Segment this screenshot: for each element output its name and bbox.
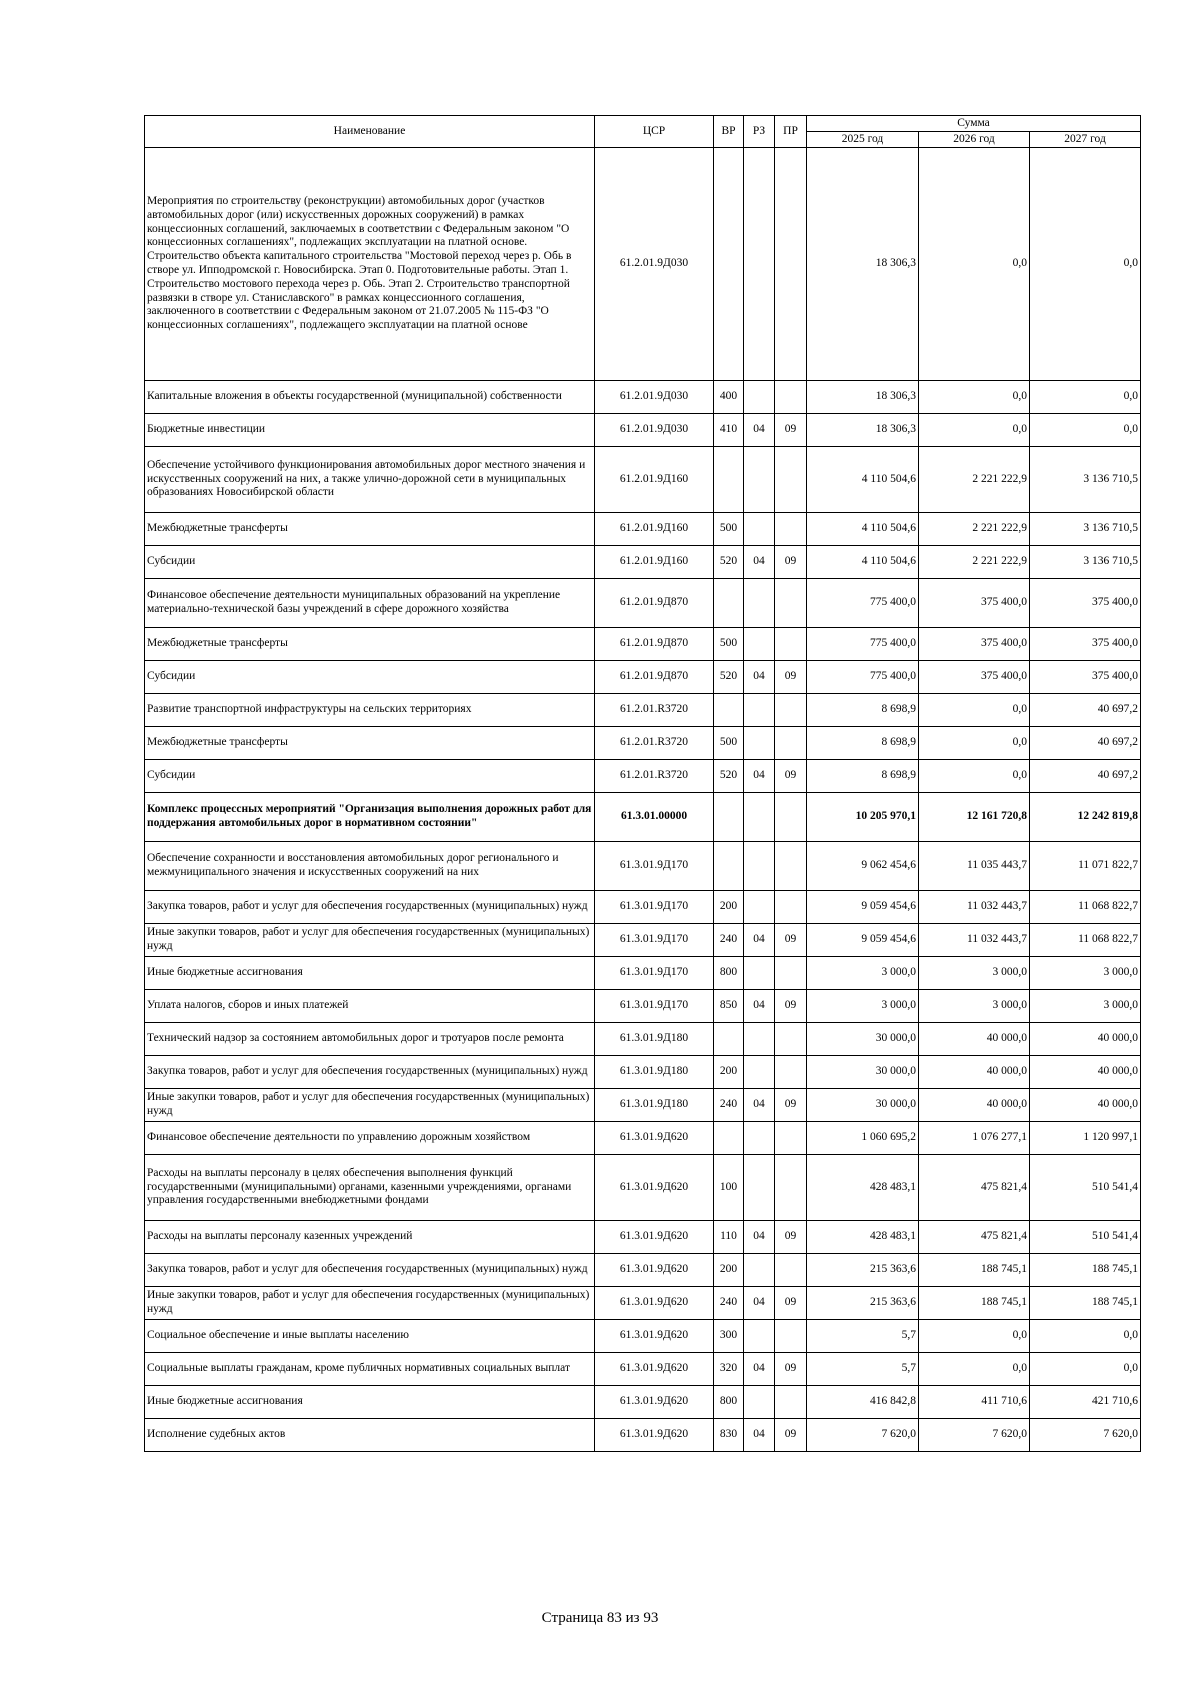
row-sum-2025: 4 110 504,6 (807, 513, 919, 546)
row-sum-2025: 10 205 970,1 (807, 793, 919, 842)
row-vr: 240 (714, 1287, 744, 1320)
row-sum-2027: 188 745,1 (1030, 1254, 1141, 1287)
row-csr: 61.3.01.9Д180 (595, 1056, 714, 1089)
row-vr: 500 (714, 628, 744, 661)
row-vr: 110 (714, 1221, 744, 1254)
row-sum-2027: 3 136 710,5 (1030, 513, 1141, 546)
row-name: Иные закупки товаров, работ и услуг для обеспечения государственных (муниципальных) нужд (145, 1089, 595, 1122)
row-pr: 09 (775, 1221, 807, 1254)
row-pr: 09 (775, 990, 807, 1023)
row-sum-2025: 215 363,6 (807, 1287, 919, 1320)
row-rz (744, 1386, 775, 1419)
row-sum-2027: 11 068 822,7 (1030, 891, 1141, 924)
row-sum-2027: 0,0 (1030, 381, 1141, 414)
row-sum-2026: 0,0 (919, 1353, 1030, 1386)
table-row (145, 1419, 1141, 1452)
row-pr (775, 447, 807, 513)
row-vr: 300 (714, 1320, 744, 1353)
row-csr: 61.3.01.9Д180 (595, 1023, 714, 1056)
row-pr (775, 1254, 807, 1287)
row-rz (744, 579, 775, 628)
row-rz (744, 381, 775, 414)
row-name: Развитие транспортной инфраструктуры на сельских территориях (145, 694, 595, 727)
row-csr: 61.2.01.9Д160 (595, 513, 714, 546)
row-name: Закупка товаров, работ и услуг для обеспечения государственных (муниципальных) нужд (145, 891, 595, 924)
row-pr: 09 (775, 1089, 807, 1122)
row-sum-2025: 775 400,0 (807, 661, 919, 694)
row-name: Обеспечение устойчивого функционирования автомобильных дорог местного значения и искусственных сооружений на них, а также улично-дорожной сети в муниципальных образованиях Новосибирской области (145, 447, 595, 513)
table-row (145, 1254, 1141, 1287)
table-row (145, 381, 1141, 414)
row-vr: 800 (714, 1386, 744, 1419)
row-rz (744, 957, 775, 990)
row-vr (714, 579, 744, 628)
row-sum-2025: 30 000,0 (807, 1023, 919, 1056)
header-year-2026: 2026 год (919, 132, 1030, 148)
table-row (145, 1353, 1141, 1386)
table-row (145, 957, 1141, 990)
row-pr: 09 (775, 661, 807, 694)
row-sum-2025: 416 842,8 (807, 1386, 919, 1419)
row-sum-2027: 40 000,0 (1030, 1056, 1141, 1089)
row-sum-2027: 510 541,4 (1030, 1221, 1141, 1254)
row-rz (744, 694, 775, 727)
table-row (145, 1155, 1141, 1221)
row-rz (744, 891, 775, 924)
row-csr: 61.2.01.R3720 (595, 727, 714, 760)
row-sum-2027: 3 136 710,5 (1030, 546, 1141, 579)
row-rz (744, 842, 775, 891)
row-name: Мероприятия по строительству (реконструкции) автомобильных дорог (участков автомобильных дорог (или) искусственных дорожных сооружений) в рамках концессионных соглашений, заключаемых в соответствии с Федеральным законом "О концессионных соглашениях", подлежащих эксплуатации на платной основе. Строительство объекта капитального строительства "Мостовой переход через р. Обь в створе ул. Ипподромской г. Новосибирска. Этап 0. Подготовительные работы. Этап 1. Строительство мостового перехода через р. Обь. Этап 2. Строительство транспортной развязки в створе ул. Станиславского" в рамках концессионного соглашения, заключенного в соответствии с Федеральным законом от 21.07.2005 № 115-ФЗ "О концессионных соглашениях", подлежащего эксплуатации на платной основе (145, 148, 595, 381)
row-vr: 800 (714, 957, 744, 990)
budget-table (144, 115, 1141, 1452)
header-name: Наименование (145, 116, 595, 148)
table-header (145, 116, 1141, 148)
row-csr: 61.2.01.9Д030 (595, 381, 714, 414)
row-name: Расходы на выплаты персоналу в целях обеспечения выполнения функций государственными (муниципальными) органами, казенными учреждениями, органами управления государственными внебюджетными фондами (145, 1155, 595, 1221)
row-rz: 04 (744, 661, 775, 694)
page-number: Страница 83 из 93 (541, 1610, 659, 1626)
row-vr (714, 447, 744, 513)
row-csr: 61.3.01.00000 (595, 793, 714, 842)
row-sum-2027: 188 745,1 (1030, 1287, 1141, 1320)
row-sum-2025: 215 363,6 (807, 1254, 919, 1287)
row-vr: 830 (714, 1419, 744, 1452)
row-name: Иные бюджетные ассигнования (145, 957, 595, 990)
row-name: Межбюджетные трансферты (145, 513, 595, 546)
row-sum-2027: 40 697,2 (1030, 760, 1141, 793)
table-row (145, 694, 1141, 727)
row-vr: 200 (714, 1254, 744, 1287)
row-name: Финансовое обеспечение деятельности муниципальных образований на укрепление материально-технической базы учреждений в сфере дорожного хозяйства (145, 579, 595, 628)
row-name: Межбюджетные трансферты (145, 727, 595, 760)
row-sum-2025: 775 400,0 (807, 628, 919, 661)
row-sum-2027: 7 620,0 (1030, 1419, 1141, 1452)
row-sum-2027: 12 242 819,8 (1030, 793, 1141, 842)
row-sum-2027: 375 400,0 (1030, 628, 1141, 661)
row-sum-2027: 40 000,0 (1030, 1089, 1141, 1122)
table-row (145, 727, 1141, 760)
row-name: Капитальные вложения в объекты государственной (муниципальной) собственности (145, 381, 595, 414)
row-pr (775, 1386, 807, 1419)
row-sum-2027: 0,0 (1030, 148, 1141, 381)
row-sum-2027: 40 000,0 (1030, 1023, 1141, 1056)
row-csr: 61.3.01.9Д170 (595, 891, 714, 924)
row-pr (775, 1056, 807, 1089)
header-sum: Сумма (807, 116, 1141, 132)
row-sum-2027: 375 400,0 (1030, 579, 1141, 628)
row-rz (744, 1254, 775, 1287)
row-sum-2025: 9 059 454,6 (807, 924, 919, 957)
row-sum-2025: 4 110 504,6 (807, 447, 919, 513)
row-pr (775, 1155, 807, 1221)
row-sum-2025: 8 698,9 (807, 694, 919, 727)
row-sum-2025: 30 000,0 (807, 1056, 919, 1089)
row-name: Финансовое обеспечение деятельности по управлению дорожным хозяйством (145, 1122, 595, 1155)
row-pr (775, 891, 807, 924)
row-sum-2027: 0,0 (1030, 1353, 1141, 1386)
row-csr: 61.3.01.9Д170 (595, 957, 714, 990)
row-sum-2027: 3 000,0 (1030, 990, 1141, 1023)
row-sum-2025: 4 110 504,6 (807, 546, 919, 579)
row-pr (775, 694, 807, 727)
row-rz (744, 1155, 775, 1221)
table-row (145, 891, 1141, 924)
row-vr: 500 (714, 727, 744, 760)
row-csr: 61.2.01.R3720 (595, 760, 714, 793)
row-sum-2026: 0,0 (919, 148, 1030, 381)
row-csr: 61.2.01.9Д160 (595, 447, 714, 513)
row-sum-2027: 11 071 822,7 (1030, 842, 1141, 891)
row-name: Межбюджетные трансферты (145, 628, 595, 661)
row-pr: 09 (775, 924, 807, 957)
row-pr: 09 (775, 1419, 807, 1452)
table-row (145, 513, 1141, 546)
row-name: Исполнение судебных актов (145, 1419, 595, 1452)
row-pr (775, 1320, 807, 1353)
row-csr: 61.2.01.9Д030 (595, 148, 714, 381)
row-sum-2025: 30 000,0 (807, 1089, 919, 1122)
row-sum-2026: 475 821,4 (919, 1155, 1030, 1221)
row-sum-2026: 7 620,0 (919, 1419, 1030, 1452)
row-pr (775, 381, 807, 414)
row-sum-2026: 375 400,0 (919, 628, 1030, 661)
row-csr: 61.3.01.9Д620 (595, 1353, 714, 1386)
table-row (145, 1386, 1141, 1419)
table-row (145, 148, 1141, 381)
row-name: Комплекс процессных мероприятий "Организация выполнения дорожных работ для поддержания автомобильных дорог в нормативном состоянии" (145, 793, 595, 842)
row-sum-2025: 3 000,0 (807, 957, 919, 990)
row-vr: 320 (714, 1353, 744, 1386)
row-rz (744, 447, 775, 513)
row-csr: 61.3.01.9Д620 (595, 1155, 714, 1221)
table-row (145, 842, 1141, 891)
row-sum-2027: 11 068 822,7 (1030, 924, 1141, 957)
row-name: Бюджетные инвестиции (145, 414, 595, 447)
row-sum-2026: 40 000,0 (919, 1089, 1030, 1122)
row-sum-2025: 5,7 (807, 1320, 919, 1353)
row-csr: 61.3.01.9Д620 (595, 1386, 714, 1419)
table-row (145, 924, 1141, 957)
row-name: Технический надзор за состоянием автомобильных дорог и тротуаров после ремонта (145, 1023, 595, 1056)
table-row (145, 579, 1141, 628)
row-sum-2026: 0,0 (919, 694, 1030, 727)
row-pr (775, 628, 807, 661)
row-sum-2026: 11 032 443,7 (919, 924, 1030, 957)
row-pr (775, 1023, 807, 1056)
row-name: Субсидии (145, 546, 595, 579)
row-sum-2025: 3 000,0 (807, 990, 919, 1023)
row-rz (744, 513, 775, 546)
row-csr: 61.2.01.9Д030 (595, 414, 714, 447)
row-vr (714, 793, 744, 842)
row-sum-2027: 3 000,0 (1030, 957, 1141, 990)
row-rz: 04 (744, 990, 775, 1023)
row-rz (744, 727, 775, 760)
row-sum-2026: 188 745,1 (919, 1287, 1030, 1320)
row-sum-2026: 375 400,0 (919, 579, 1030, 628)
row-name: Иные закупки товаров, работ и услуг для обеспечения государственных (муниципальных) нужд (145, 1287, 595, 1320)
row-rz (744, 628, 775, 661)
table-row (145, 447, 1141, 513)
row-name: Иные закупки товаров, работ и услуг для обеспечения государственных (муниципальных) нужд (145, 924, 595, 957)
row-sum-2025: 1 060 695,2 (807, 1122, 919, 1155)
row-vr: 520 (714, 546, 744, 579)
row-pr (775, 148, 807, 381)
row-rz: 04 (744, 1089, 775, 1122)
row-vr: 200 (714, 891, 744, 924)
row-sum-2026: 2 221 222,9 (919, 447, 1030, 513)
row-name: Закупка товаров, работ и услуг для обеспечения государственных (муниципальных) нужд (145, 1254, 595, 1287)
table-row (145, 1023, 1141, 1056)
row-sum-2026: 0,0 (919, 760, 1030, 793)
row-sum-2026: 2 221 222,9 (919, 513, 1030, 546)
row-sum-2025: 8 698,9 (807, 727, 919, 760)
row-rz: 04 (744, 924, 775, 957)
row-name: Расходы на выплаты персоналу казенных учреждений (145, 1221, 595, 1254)
row-csr: 61.3.01.9Д620 (595, 1254, 714, 1287)
row-vr: 240 (714, 924, 744, 957)
row-csr: 61.2.01.R3720 (595, 694, 714, 727)
row-sum-2026: 2 221 222,9 (919, 546, 1030, 579)
row-rz: 04 (744, 414, 775, 447)
row-vr: 410 (714, 414, 744, 447)
row-sum-2026: 11 032 443,7 (919, 891, 1030, 924)
row-vr: 400 (714, 381, 744, 414)
row-name: Социальные выплаты гражданам, кроме публичных нормативных социальных выплат (145, 1353, 595, 1386)
row-rz: 04 (744, 546, 775, 579)
table-row (145, 628, 1141, 661)
row-rz (744, 1056, 775, 1089)
table-row (145, 1221, 1141, 1254)
table-row (145, 1320, 1141, 1353)
row-name: Уплата налогов, сборов и иных платежей (145, 990, 595, 1023)
table-row (145, 1287, 1141, 1320)
row-sum-2026: 3 000,0 (919, 990, 1030, 1023)
row-csr: 61.3.01.9Д620 (595, 1419, 714, 1452)
row-sum-2027: 510 541,4 (1030, 1155, 1141, 1221)
row-vr (714, 1122, 744, 1155)
row-name: Социальное обеспечение и иные выплаты населению (145, 1320, 595, 1353)
row-csr: 61.3.01.9Д620 (595, 1287, 714, 1320)
row-sum-2027: 3 136 710,5 (1030, 447, 1141, 513)
row-sum-2026: 411 710,6 (919, 1386, 1030, 1419)
row-sum-2026: 0,0 (919, 381, 1030, 414)
row-sum-2025: 18 306,3 (807, 381, 919, 414)
row-vr (714, 148, 744, 381)
row-name: Иные бюджетные ассигнования (145, 1386, 595, 1419)
row-sum-2027: 0,0 (1030, 414, 1141, 447)
row-pr (775, 579, 807, 628)
row-name: Субсидии (145, 760, 595, 793)
header-vr: ВР (714, 116, 744, 148)
table-row (145, 414, 1141, 447)
row-vr (714, 1023, 744, 1056)
row-pr (775, 513, 807, 546)
table-row (145, 1122, 1141, 1155)
row-pr (775, 793, 807, 842)
row-sum-2026: 188 745,1 (919, 1254, 1030, 1287)
row-sum-2027: 40 697,2 (1030, 727, 1141, 760)
row-sum-2026: 0,0 (919, 414, 1030, 447)
row-sum-2025: 8 698,9 (807, 760, 919, 793)
row-csr: 61.3.01.9Д620 (595, 1221, 714, 1254)
row-csr: 61.3.01.9Д620 (595, 1320, 714, 1353)
row-sum-2025: 9 059 454,6 (807, 891, 919, 924)
row-csr: 61.3.01.9Д170 (595, 990, 714, 1023)
row-sum-2026: 11 035 443,7 (919, 842, 1030, 891)
row-sum-2026: 475 821,4 (919, 1221, 1030, 1254)
table-body (145, 148, 1141, 1452)
row-csr: 61.3.01.9Д170 (595, 924, 714, 957)
row-sum-2025: 428 483,1 (807, 1221, 919, 1254)
table-row (145, 760, 1141, 793)
row-vr: 850 (714, 990, 744, 1023)
row-name: Закупка товаров, работ и услуг для обеспечения государственных (муниципальных) нужд (145, 1056, 595, 1089)
row-name: Субсидии (145, 661, 595, 694)
row-sum-2026: 1 076 277,1 (919, 1122, 1030, 1155)
row-pr (775, 727, 807, 760)
header-pr: ПР (775, 116, 807, 148)
row-csr: 61.2.01.9Д870 (595, 661, 714, 694)
row-pr (775, 842, 807, 891)
header-year-2027: 2027 год (1030, 132, 1141, 148)
row-name: Обеспечение сохранности и восстановления автомобильных дорог регионального и межмуниципального значения и искусственных сооружений на них (145, 842, 595, 891)
table-row (145, 990, 1141, 1023)
row-sum-2026: 40 000,0 (919, 1056, 1030, 1089)
header-csr: ЦСР (595, 116, 714, 148)
row-rz: 04 (744, 1287, 775, 1320)
row-pr: 09 (775, 1353, 807, 1386)
row-sum-2026: 12 161 720,8 (919, 793, 1030, 842)
row-rz (744, 793, 775, 842)
row-sum-2027: 1 120 997,1 (1030, 1122, 1141, 1155)
row-vr (714, 842, 744, 891)
table-row (145, 1056, 1141, 1089)
row-csr: 61.3.01.9Д620 (595, 1122, 714, 1155)
row-sum-2027: 40 697,2 (1030, 694, 1141, 727)
row-sum-2025: 775 400,0 (807, 579, 919, 628)
table-row (145, 546, 1141, 579)
row-csr: 61.3.01.9Д180 (595, 1089, 714, 1122)
row-csr: 61.2.01.9Д160 (595, 546, 714, 579)
row-pr: 09 (775, 546, 807, 579)
row-sum-2026: 3 000,0 (919, 957, 1030, 990)
row-pr (775, 1122, 807, 1155)
table-row (145, 661, 1141, 694)
row-rz: 04 (744, 1353, 775, 1386)
row-pr: 09 (775, 1287, 807, 1320)
row-csr: 61.2.01.9Д870 (595, 628, 714, 661)
row-rz (744, 1122, 775, 1155)
row-rz: 04 (744, 760, 775, 793)
row-rz: 04 (744, 1419, 775, 1452)
row-sum-2025: 5,7 (807, 1353, 919, 1386)
row-pr: 09 (775, 414, 807, 447)
row-sum-2025: 9 062 454,6 (807, 842, 919, 891)
row-rz: 04 (744, 1221, 775, 1254)
row-sum-2026: 40 000,0 (919, 1023, 1030, 1056)
row-sum-2027: 375 400,0 (1030, 661, 1141, 694)
row-sum-2025: 7 620,0 (807, 1419, 919, 1452)
row-vr: 100 (714, 1155, 744, 1221)
row-sum-2025: 428 483,1 (807, 1155, 919, 1221)
row-vr: 240 (714, 1089, 744, 1122)
row-sum-2026: 0,0 (919, 727, 1030, 760)
row-sum-2025: 18 306,3 (807, 414, 919, 447)
row-rz (744, 1023, 775, 1056)
row-sum-2026: 375 400,0 (919, 661, 1030, 694)
row-vr: 200 (714, 1056, 744, 1089)
header-rz: РЗ (744, 116, 775, 148)
row-vr: 500 (714, 513, 744, 546)
row-rz (744, 1320, 775, 1353)
row-vr (714, 694, 744, 727)
row-rz (744, 148, 775, 381)
row-pr: 09 (775, 760, 807, 793)
row-sum-2027: 0,0 (1030, 1320, 1141, 1353)
table-row (145, 1089, 1141, 1122)
row-csr: 61.2.01.9Д870 (595, 579, 714, 628)
row-csr: 61.3.01.9Д170 (595, 842, 714, 891)
row-sum-2025: 18 306,3 (807, 148, 919, 381)
row-pr (775, 957, 807, 990)
row-sum-2027: 421 710,6 (1030, 1386, 1141, 1419)
row-vr: 520 (714, 661, 744, 694)
table-row (145, 793, 1141, 842)
header-year-2025: 2025 год (807, 132, 919, 148)
header-row-top (145, 116, 1141, 132)
row-sum-2026: 0,0 (919, 1320, 1030, 1353)
row-vr: 520 (714, 760, 744, 793)
